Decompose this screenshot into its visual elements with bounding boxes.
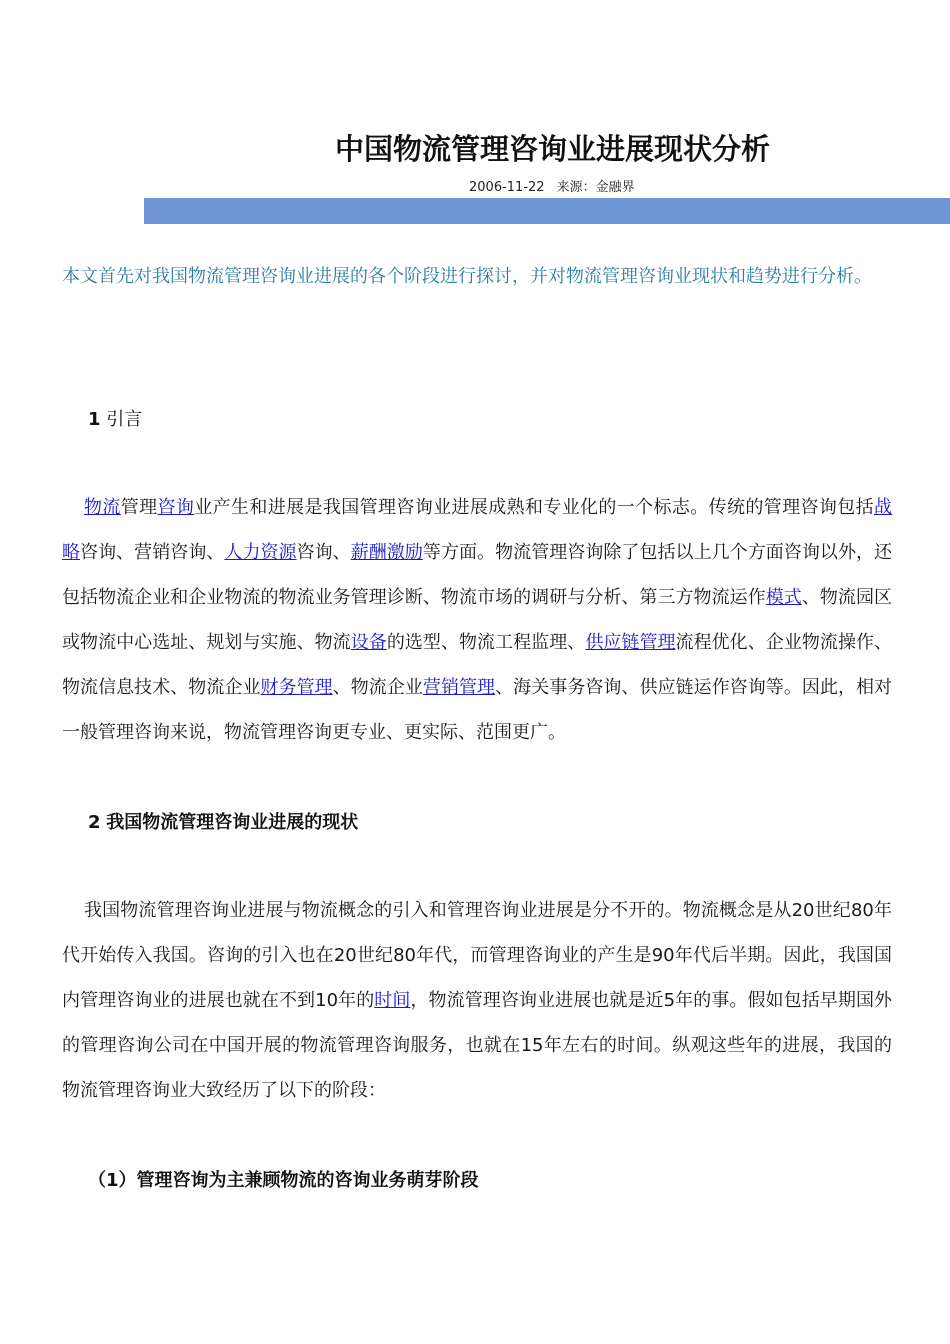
text-run: 咨询、营销咨询、 xyxy=(80,542,225,563)
text-run: 年代，而管理咨询业的产生是 xyxy=(416,945,652,966)
header-divider-bar xyxy=(144,198,950,224)
link-zhanlue[interactable]: 战略 xyxy=(62,497,893,563)
text-run: 年左右的时间。纵观这些年的进展，我国的物流管理咨询业大致经历了以下的阶段： xyxy=(62,1035,893,1101)
number: 80 xyxy=(393,945,416,966)
text-run: 年的 xyxy=(338,990,375,1011)
link-wuliu[interactable]: 物流 xyxy=(84,497,121,518)
text-run: 的选型、物流工程监理、 xyxy=(386,632,586,653)
number: 20 xyxy=(333,945,357,966)
text-run: 流程优化、企业物流操作、物流信息技术、物流企业 xyxy=(62,632,893,698)
section-heading-3 xyxy=(88,1166,479,1192)
article-title: 中国物流管理咨询业进展现状分析 xyxy=(335,132,771,166)
text-run: 咨询、 xyxy=(296,542,351,563)
text-run: 年代开始传入我国。咨询的引入也在 xyxy=(62,900,893,966)
text-run: 世纪 xyxy=(814,900,851,921)
section-title: 管理咨询为主兼顾物流的咨询业务萌芽阶段 xyxy=(136,1170,479,1191)
link-shijian[interactable]: 时间 xyxy=(374,990,411,1011)
text-run: 年的事。假如包括早期国外的管理咨询公司在中国开展的物流管理咨询服务，也就在 xyxy=(62,990,893,1056)
number: 20 xyxy=(791,900,815,921)
section-number: 2 xyxy=(88,812,101,833)
section-heading-1 xyxy=(88,405,142,431)
text-run: ，物流管理咨询业进展也就是近 xyxy=(410,990,664,1011)
paragraph-status xyxy=(62,888,892,1113)
section-number: （1） xyxy=(88,1170,137,1191)
link-shebei[interactable]: 设备 xyxy=(350,632,387,653)
text-run: 世纪 xyxy=(356,945,394,966)
link-gongyinglian[interactable]: 供应链管理 xyxy=(585,632,676,653)
text-run: 、物流园区或物流中心选址、规划与实施、物流 xyxy=(62,587,893,653)
section-title: 我国物流管理咨询业进展的现状 xyxy=(106,812,359,833)
text-run: 年代后半期。因此，我国国内管理咨询业的进展也就在不到 xyxy=(62,945,893,1011)
section-number: 1 xyxy=(88,409,101,430)
link-xinchou[interactable]: 薪酬激励 xyxy=(350,542,423,563)
number: 5 xyxy=(663,990,676,1011)
link-zixun[interactable]: 咨询 xyxy=(157,497,195,518)
paragraph-intro xyxy=(62,485,892,755)
article-meta xyxy=(469,176,635,195)
link-caiwu[interactable]: 财务管理 xyxy=(260,677,333,698)
text-run: 管理 xyxy=(120,497,158,518)
text-run: 业产生和进展是我国管理咨询业进展成熟和专业化的一个标志。传统的管理咨询包括 xyxy=(194,497,875,518)
number: 80 xyxy=(850,900,874,921)
text-run: 、海关事务咨询、供应链运作咨询等。因此，相对一般管理咨询来说，物流管理咨询更专业、更实际、范围更广。 xyxy=(62,677,893,743)
text-run: 我国物流管理咨询业进展与物流概念的引入和管理咨询业进展是分不开的。物流概念是从 xyxy=(84,900,792,921)
publish-date: 2006-11-22 xyxy=(469,180,545,195)
article-source: 来源：金融界 xyxy=(556,180,635,195)
number: 90 xyxy=(651,945,675,966)
text-run: 等方面。物流管理咨询除了包括以上几个方面咨询以外，还包括物流企业和企业物流的物流业务管理诊断、物流市场的调研与分析、第三方物流运作 xyxy=(62,542,893,608)
link-renli[interactable]: 人力资源 xyxy=(224,542,297,563)
number: 15 xyxy=(520,1035,544,1056)
section-heading-2 xyxy=(88,808,358,834)
text-run: 、物流企业 xyxy=(332,677,423,698)
link-moshi[interactable]: 模式 xyxy=(765,587,802,608)
abstract: 本文首先对我国物流管理咨询业进展的各个阶段进行探讨，并对物流管理咨询业现状和趋势进行分析。 xyxy=(62,266,872,287)
number: 10 xyxy=(315,990,339,1011)
link-yingxiao[interactable]: 营销管理 xyxy=(422,677,496,698)
section-title: 引言 xyxy=(106,409,143,430)
